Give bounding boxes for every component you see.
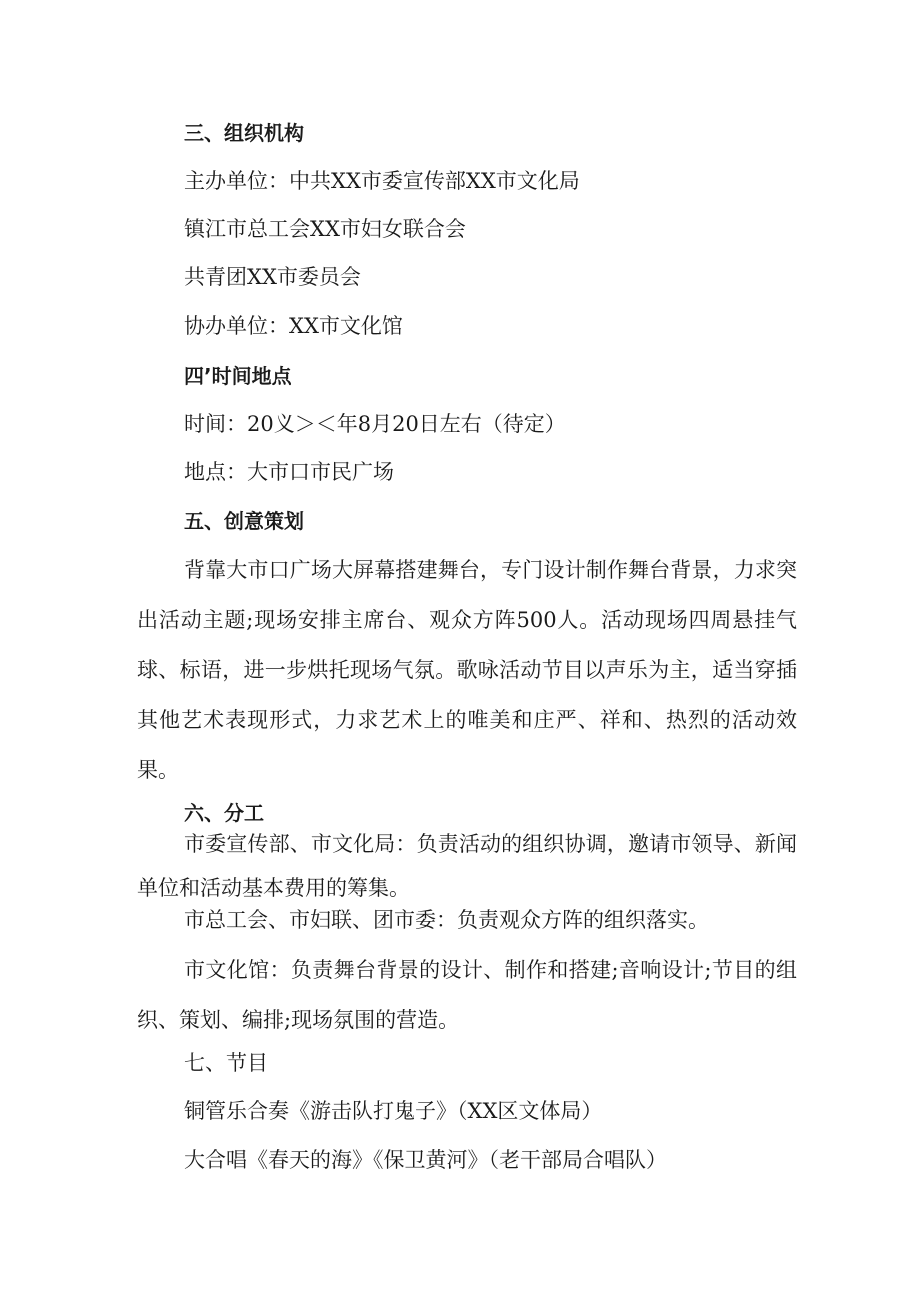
section-heading-division: 六、分工 <box>184 801 264 825</box>
program-item: 大合唱《春天的海》《保卫黄河》（老干部局合唱队） <box>184 1148 667 1172</box>
place-line: 地点：大市口市民广场 <box>184 460 394 484</box>
division-line-2: 市总工会、市妇联、团市委：负责观众方阵的组织落实。 <box>184 908 709 932</box>
creative-paragraph: 背靠大市口广场大屏幕搭建舞台，专门设计制作舞台背景，力求突出活动主题;现场安排主席台、观众方阵500人。活动现场四周悬挂气球、标语，进一步烘托现场气氛。歌咏活动节目以声乐为主，适当穿插其他艺术表现形式，力求艺术上的唯美和庄严、祥和、热烈的活动效果。 <box>137 558 797 782</box>
division-paragraph-3: 市文化馆：负责舞台背景的设计、制作和搭建;音响设计;节目的组织、策划、编排;现场氛围的营造。 <box>137 958 797 1032</box>
section-heading-program: 七、节目 <box>184 1051 268 1075</box>
host-units-line-3: 共青团XX市委员会 <box>184 265 361 289</box>
co-host-line: 协办单位：XX市文化馆 <box>184 314 403 338</box>
time-line: 时间：20义＞＜年8月20日左右（待定） <box>184 412 566 436</box>
section-heading-creative: 五、创意策划 <box>184 509 304 533</box>
section-heading-organization: 三、组织机构 <box>184 121 304 145</box>
program-item: 铜管乐合奏《游击队打鬼子》（XX区文体局） <box>184 1099 603 1123</box>
section-heading-time-place: 四’时间地点 <box>184 364 292 388</box>
host-units-line-2: 镇江市总工会XX市妇女联合会 <box>184 217 466 241</box>
host-units-line: 主办单位：中共XX市委宣传部XX市文化局 <box>184 169 580 193</box>
division-paragraph-1: 市委宣传部、市文化局：负责活动的组织协调，邀请市领导、新闻单位和活动基本费用的筹集。 <box>137 832 797 900</box>
